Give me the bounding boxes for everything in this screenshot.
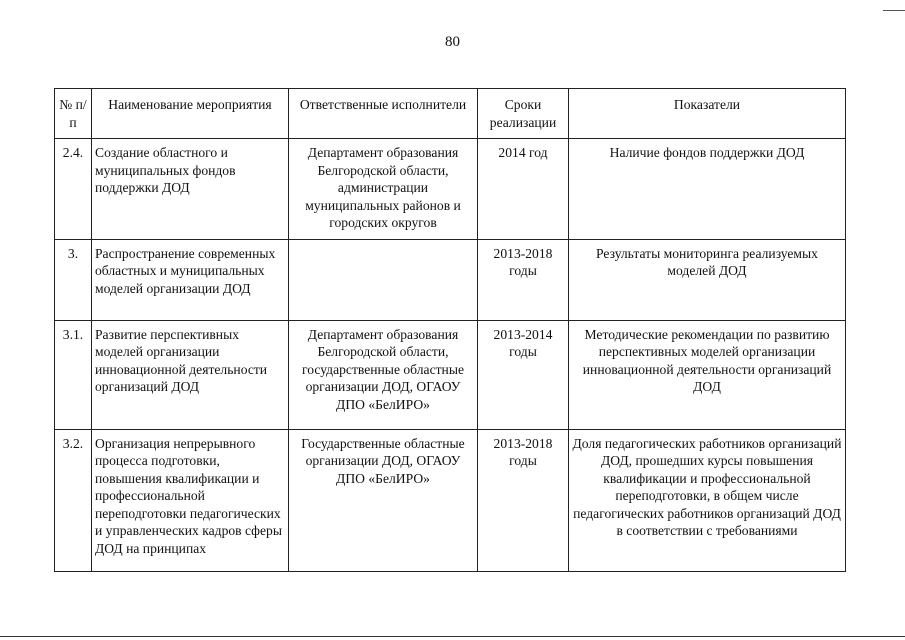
header-terms: Сроки реализации bbox=[478, 89, 569, 139]
cell-num: 2.4. bbox=[55, 139, 92, 240]
cell-terms: 2013-2018 годы bbox=[478, 239, 569, 320]
cell-executors bbox=[289, 239, 478, 320]
header-indicators: Показатели bbox=[569, 89, 846, 139]
cell-indicators: Наличие фондов поддержки ДОД bbox=[569, 139, 846, 240]
table-row bbox=[55, 320, 846, 429]
page-number: 80 bbox=[445, 34, 460, 50]
cell-num: 3.1. bbox=[55, 320, 92, 429]
cell-terms: 2013-2014 годы bbox=[478, 320, 569, 429]
cell-indicators: Методические рекомендации по развитию перспективных моделей организации инновационной деятельности организаций ДОД bbox=[569, 320, 846, 429]
cell-executors: Государственные областные организации ДОД, ОГАОУ ДПО «БелИРО» bbox=[289, 429, 478, 571]
cell-name: Развитие перспективных моделей организации инновационной деятельности организаций ДОД bbox=[92, 320, 289, 429]
cell-name: Создание областного и муниципальных фондов поддержки ДОД bbox=[92, 139, 289, 240]
header-name: Наименование мероприятия bbox=[92, 89, 289, 139]
scan-corner-mark bbox=[883, 10, 905, 11]
cell-terms: 2013-2018 годы bbox=[478, 429, 569, 571]
cell-executors: Департамент образования Белгородской области, администрации муниципальных районов и городских округов bbox=[289, 139, 478, 240]
activities-table bbox=[54, 88, 846, 572]
table-header-row bbox=[55, 89, 846, 139]
cell-executors: Департамент образования Белгородской области, государственные областные организации ДОД, ОГАОУ ДПО «БелИРО» bbox=[289, 320, 478, 429]
table-row bbox=[55, 139, 846, 240]
cell-terms: 2014 год bbox=[478, 139, 569, 240]
cell-indicators: Результаты мониторинга реализуемых моделей ДОД bbox=[569, 239, 846, 320]
cell-num: 3.2. bbox=[55, 429, 92, 571]
header-executors: Ответственные исполнители bbox=[289, 89, 478, 139]
scan-bottom-edge bbox=[0, 636, 905, 637]
cell-indicators: Доля педагогических работников организаций ДОД, прошедших курсы повышения квалификации и профессиональной переподготовки, в общем числе педагогических работников организаций ДОД в соответствии с требованиями bbox=[569, 429, 846, 571]
table-row bbox=[55, 429, 846, 571]
table-row bbox=[55, 239, 846, 320]
cell-name: Распространение современных областных и муниципальных моделей организации ДОД bbox=[92, 239, 289, 320]
cell-name: Организация непрерывного процесса подготовки, повышения квалификации и профессиональной переподготовки педагогических и управленческих кадров сферы ДОД на принципах bbox=[92, 429, 289, 571]
header-num: № п/п bbox=[55, 89, 92, 139]
cell-num: 3. bbox=[55, 239, 92, 320]
